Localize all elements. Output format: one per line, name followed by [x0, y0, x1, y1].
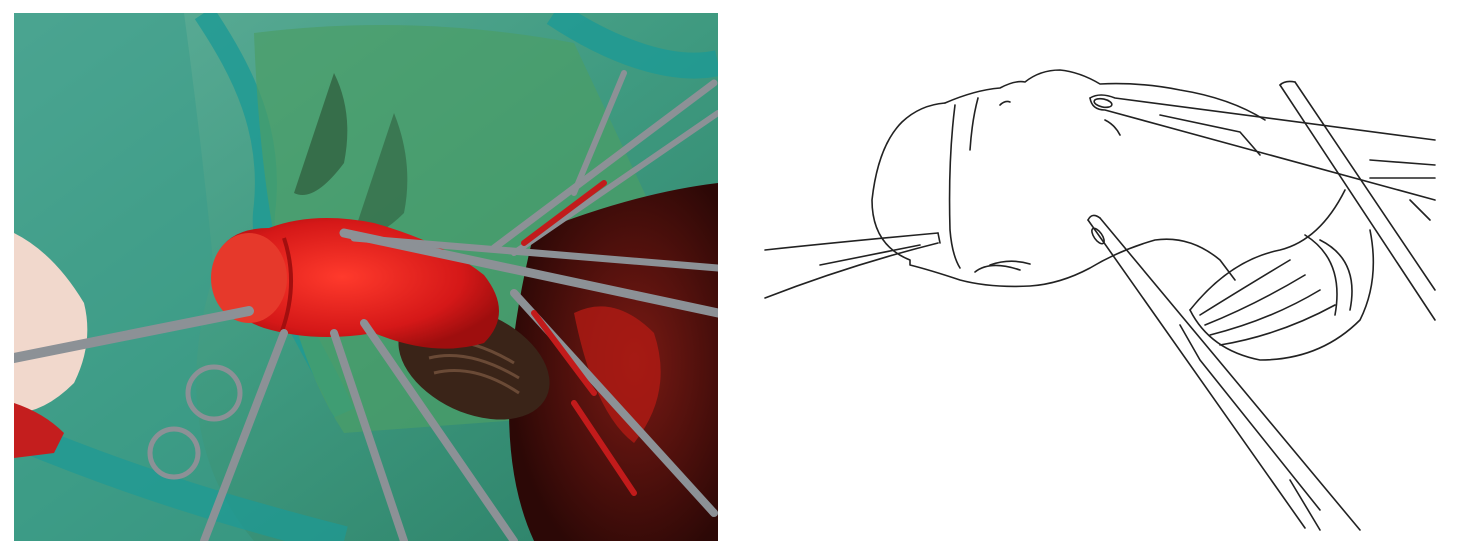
surgical-photo-illustration [14, 13, 718, 541]
forceps-top-shadow [1105, 120, 1120, 135]
forceps-left-upper [765, 233, 938, 250]
clamp-right-detail [1410, 200, 1430, 220]
forceps-left-tip [938, 233, 940, 243]
clamp-right-2 [1295, 82, 1435, 290]
clamp-right-tip [1280, 81, 1295, 85]
forceps-top-lower [1090, 98, 1435, 200]
shaft-fold [1320, 240, 1352, 310]
forceps-top-upper [1090, 95, 1435, 140]
forceps-top-tip [1093, 97, 1112, 109]
shaft-fold [1205, 275, 1305, 325]
forceps-bottom-tip [1088, 215, 1100, 220]
line-drawing [760, 60, 1450, 540]
forceps-left-lower [765, 243, 938, 298]
fold-line [970, 98, 978, 150]
surgical-photo [14, 13, 718, 541]
coronal-line [950, 105, 960, 268]
fold-line [1000, 101, 1010, 105]
forceps-bottom-1 [1088, 220, 1305, 528]
forceps-bottom-tip-ring [1090, 226, 1107, 245]
forceps-bottom-2 [1100, 218, 1360, 530]
line-drawing-illustration [760, 60, 1450, 540]
forceps-top-handle [1370, 160, 1435, 165]
forceps-bottom-detail [1180, 325, 1320, 510]
fold-line [990, 261, 1030, 265]
fold-line [975, 265, 1020, 272]
